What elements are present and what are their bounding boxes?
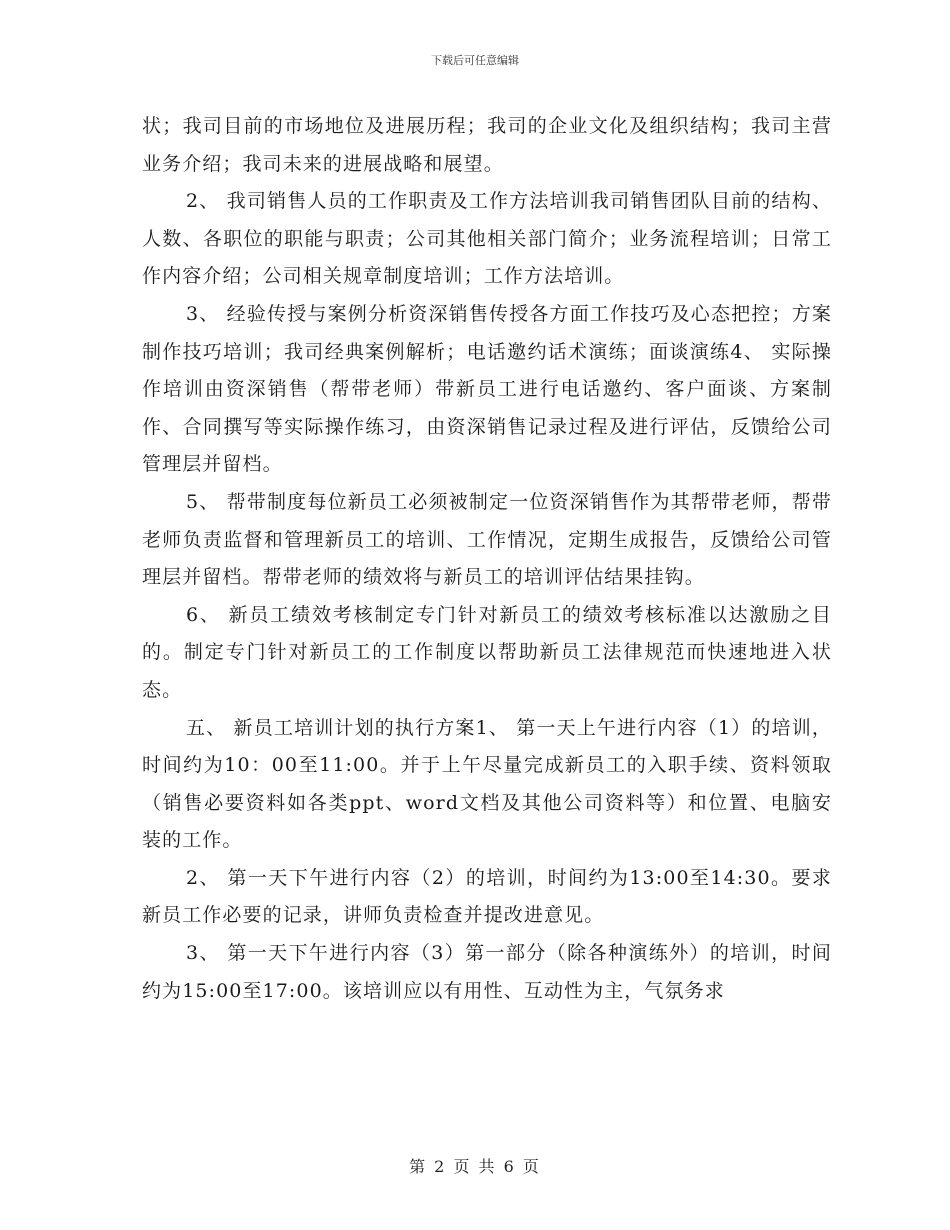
paragraph-schedule-2: 2、 第一天下午进行内容（2）的培训，时间约为13:00至14:30。要求新员工作必要的记录，讲师负责检查并提改进意见。 <box>142 866 832 927</box>
paragraph-continuation: 状；我司目前的市场地位及进展历程；我司的企业文化及组织结构；我司主营业务介绍；我司未来的进展战略和展望。 <box>142 115 832 175</box>
paragraph-item-2: 2、 我司销售人员的工作职责及工作方法培训我司销售团队目前的结构、人数、各职位的职能与职责；公司其他相关部门简介；业务流程培训；日常工作内容介绍；公司相关规章制度培训；工作方法培训。 <box>142 190 832 288</box>
document-body <box>142 108 832 1010</box>
paragraph-item-3-4: 3、 经验传授与案例分析资深销售传授各方面工作技巧及心态把控；方案制作技巧培训；我司经典案例解析；电话邀约话术演练；面谈演练4、 实际操作培训由资深销售（帮带老师）带新员工进行电话邀约、客户面谈、方案制作、合同撰写等实际操作练习，由资深销售记录过程及进行评估，反馈给公司管理层并留档。 <box>142 302 832 476</box>
paragraph-item-6: 6、 新员工绩效考核制定专门针对新员工的绩效考核标准以达激励之目的。制定专门针对新员工的工作制度以帮助新员工法律规范而快速地进入状态。 <box>142 603 832 701</box>
paragraph-item-5: 5、 帮带制度每位新员工必须被制定一位资深销售作为其帮带老师，帮带老师负责监督和管理新员工的培训、工作情况，定期生成报告，反馈给公司管理层并留档。帮带老师的绩效将与新员工的培训评估结果挂钩。 <box>142 490 832 589</box>
page-header-note: 下载后可任意编辑 <box>431 54 519 67</box>
paragraph-schedule-3: 3、 第一天下午进行内容（3）第一部分（除各种演练外）的培训，时间约为15:00至17:00。该培训应以有用性、互动性为主，气氛务求 <box>142 942 832 1002</box>
paragraph-section-5: 五、 新员工培训计划的执行方案1、 第一天上午进行内容（1）的培训，时间约为10：00至11:00。并于上午尽量完成新员工的入职手续、资料领取（销售必要资料如各类ppt、word文档及其他公司资料等）和位置、电脑安装的工作。 <box>142 716 832 852</box>
page-number-footer: 第 2 页 共 6 页 <box>409 1157 541 1176</box>
